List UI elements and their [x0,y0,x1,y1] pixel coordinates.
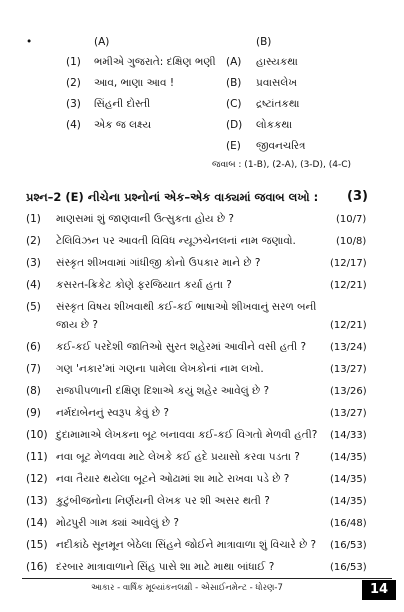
match-num: (1) [66,56,81,68]
bullet: • [26,36,33,48]
question-text: દરબાર માત્રાવાળાને સિંહ પાસે શા માટે માથા બાંધાઈ ? [56,561,275,573]
question-text: કુટુંબીજનોના નિર્ણયની લેખક પર શી અસર થતી ? [56,495,270,507]
question-text: ગણ 'નકાર'માં ગણના પામેલા લેખકોનાં નામ લખો. [56,363,264,375]
match-item-b: જીવનચરિત્ર [256,140,306,152]
question-number: (14) [26,517,48,529]
match-code: (C) [226,98,242,110]
match-code: (B) [226,77,242,89]
match-item-a: એક જ લક્ષ્ય [94,119,152,131]
match-item-a: આવ, ભાણા આવ ! [94,77,175,89]
question-number: (11) [26,451,48,463]
question-reference: (13/27) [330,364,367,375]
question-reference: (13/27) [330,408,367,419]
question-reference: (14/35) [330,474,367,485]
match-code: (D) [226,119,243,131]
question-reference: (14/35) [330,452,367,463]
question-number: (3) [26,257,41,269]
question-number: (9) [26,407,41,419]
section-marks: (3) [347,189,368,204]
question-text: નર્મદાબેનનું સ્વરૂપ કેવું છે ? [56,407,169,419]
column-a-header: (A) [94,36,110,48]
question-number: (10) [26,429,48,441]
match-code: (A) [226,56,242,68]
question-text: ટેલિવિઝન પર આવતી વિવિધ ન્યૂઝચેનલનાં નામ જણાવો. [56,235,296,247]
question-text: મોઢપુરી ગામ ક્યાં આવેલું છે ? [56,517,179,529]
question-reference: (12/21) [330,320,367,331]
question-text: નવા બૂટ મેળવવા માટે લેખકે કઈ હદે પ્રયાસો કરવા પડતા ? [56,451,300,463]
section-title: પ્રશ્ન–2 (E) નીચેના પ્રશ્નોનાં એક–એક વાક્યમાં જવાબ લખો : [26,190,319,204]
match-item-b: હાસ્યકથા [256,56,298,68]
question-number: (5) [26,301,41,313]
footer-text: આકાર - વાર્ષિક મૂલ્યાંકનલક્ષી - એસાઈનમેન્ટ - ધોરણ-7 [91,583,283,593]
question-reference: (13/24) [330,342,367,353]
match-item-b: પ્રવાસલેખ [256,77,298,89]
question-text-continued: જાય છે ? [56,319,98,331]
question-number: (2) [26,235,41,247]
page-number: 14 [362,580,396,600]
question-reference: (16/48) [330,518,367,529]
question-number: (6) [26,341,41,353]
column-b-header: (B) [256,36,272,48]
question-text: સંસ્કૃત વિષય શીખવાથી કઈ-કઈ ભાષાઓ શીખવાનું સરળ બની [56,301,317,313]
question-number: (1) [26,213,41,225]
question-reference: (16/53) [330,562,367,573]
question-text: દુદામામાએ લેખકના બૂટ બનાવવા કઈ-કઈ વિગતો મેળવી હતી? [56,429,318,441]
question-reference: (16/53) [330,540,367,551]
match-code: (E) [226,140,241,152]
match-num: (4) [66,119,81,131]
question-reference: (14/33) [330,430,367,441]
question-reference: (10/8) [336,236,367,247]
question-text: નવા તૈયાર થયેલા બૂટને ઓઢામાં શા માટે રાખવા પડે છે ? [56,473,290,485]
question-text: રાજપીપળાની દક્ષિણ દિશાએ કયું શહેર આવેલું છે ? [56,385,270,397]
question-reference: (14/35) [330,496,367,507]
question-reference: (12/21) [330,280,367,291]
answer-key: જવાબ : (1-B), (2-A), (3-D), (4-C) [212,160,352,170]
question-text: સંસ્કૃત શીખવામાં ગાંધીજી કોનો ઉપકાર માને છે ? [56,257,261,269]
match-item-a: સિંહની દોસ્તી [94,98,151,110]
question-text: માણસમાં શું જાણવાની ઉત્સુકતા હોય છે ? [56,213,234,225]
match-item-b: લોકકથા [256,119,293,131]
question-number: (13) [26,495,48,507]
match-num: (2) [66,77,81,89]
match-item-a: ભમીએ ગુજરાતે: દક્ષિણ ભણી [94,56,216,68]
question-number: (16) [26,561,48,573]
question-number: (7) [26,363,41,375]
match-num: (3) [66,98,81,110]
question-reference: (12/17) [330,258,367,269]
question-number: (15) [26,539,48,551]
question-number: (12) [26,473,48,485]
question-text: કઈ-કઈ પરદેશી જાતિઓ સુરત શહેરમાં આવીને વસી હતી ? [56,341,307,353]
question-reference: (10/7) [336,214,367,225]
question-number: (8) [26,385,41,397]
question-text: નદીકાંઠે સૂનમૂન બેઠેલા સિંહને જોઈને માત્રાવાળા શું વિચારે છે ? [56,539,317,551]
question-number: (4) [26,279,41,291]
footer-divider [22,578,392,579]
question-reference: (13/26) [330,386,367,397]
match-item-b: દ્રષ્ટાંતકથા [256,98,300,110]
question-text: કસરત-ક્રિકેટ કોણે ફરજિયાત કર્યા હતા ? [56,279,232,291]
